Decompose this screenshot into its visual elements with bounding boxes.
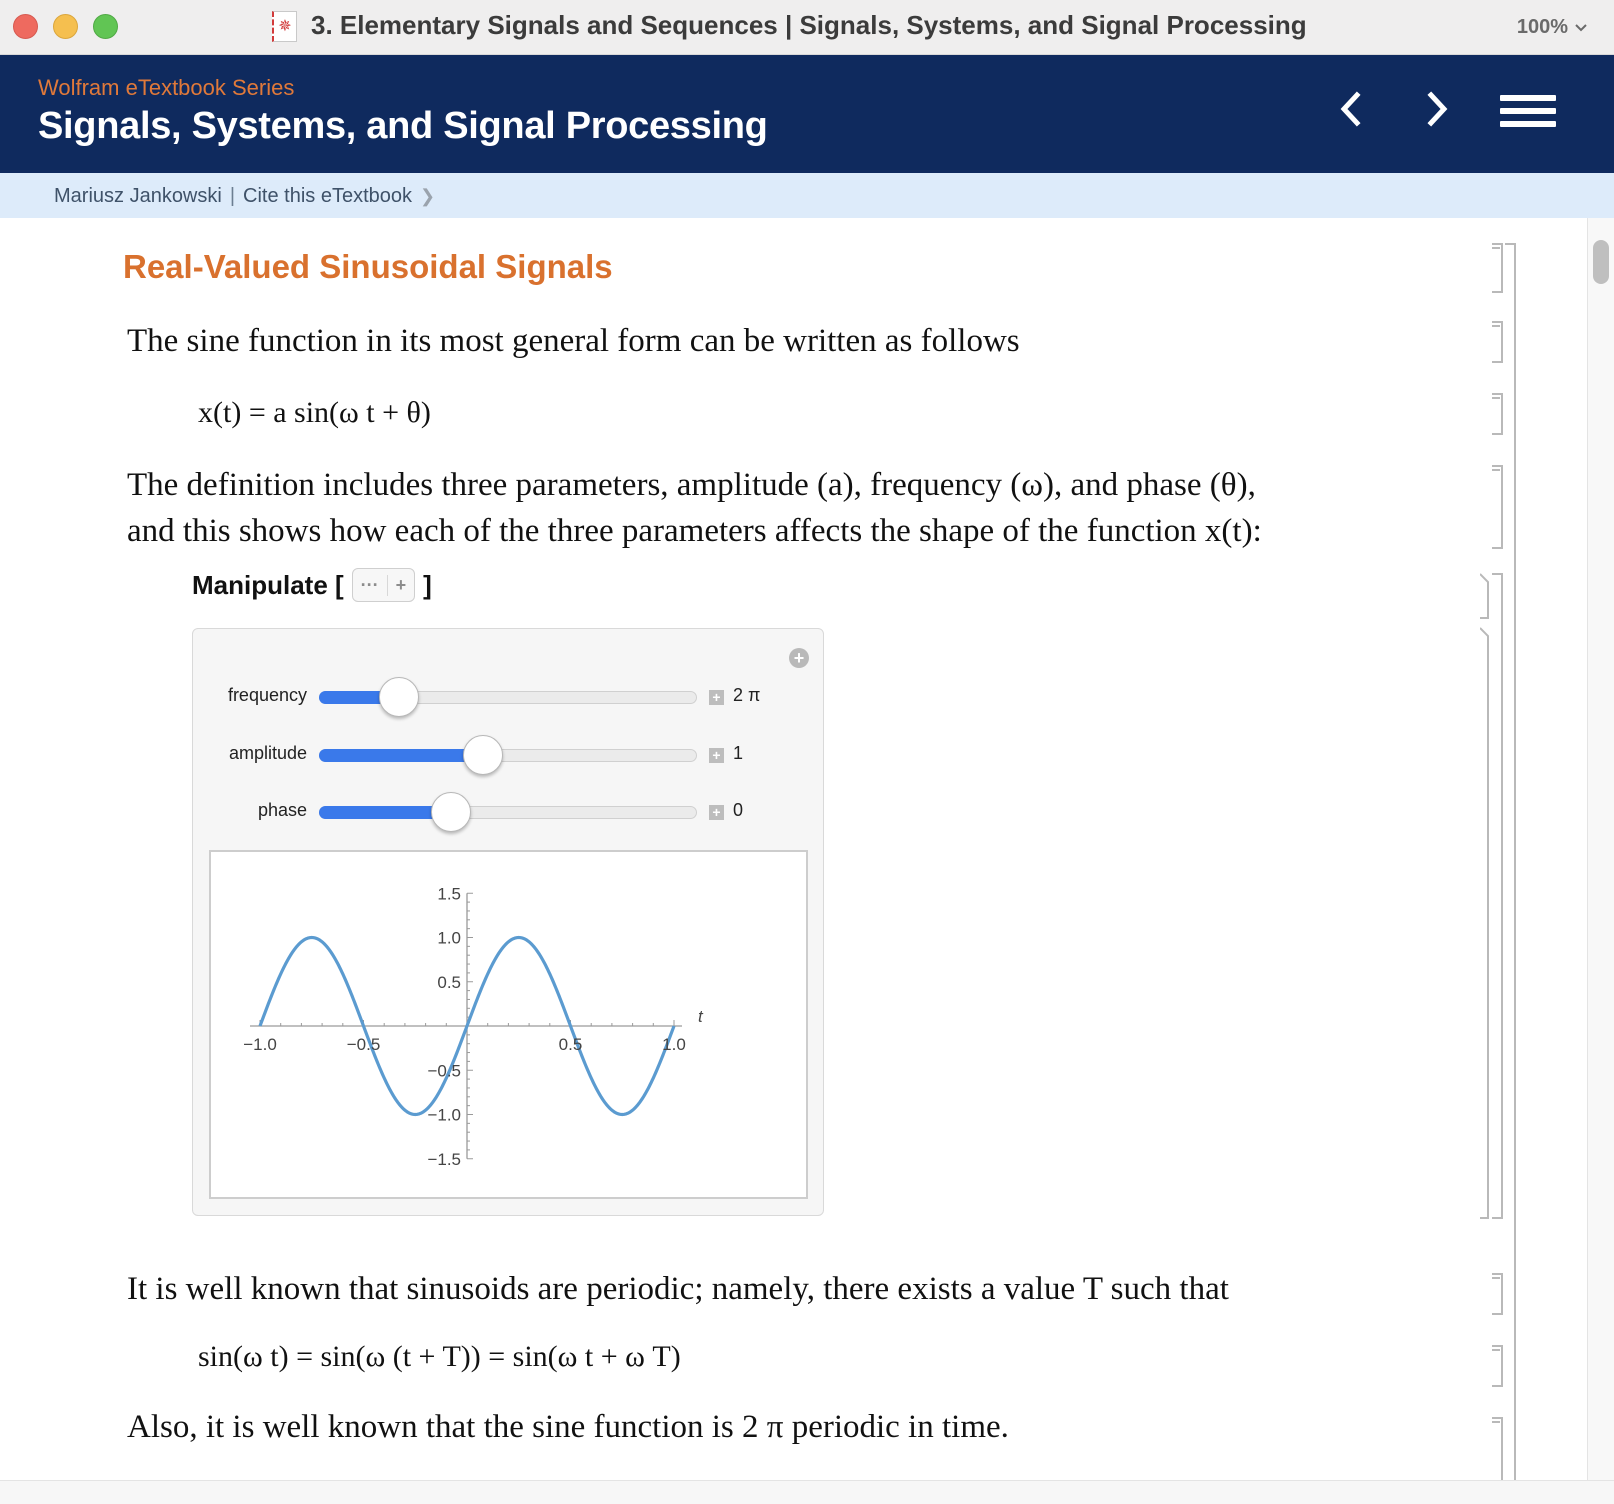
svg-text:0.5: 0.5 bbox=[558, 1035, 583, 1054]
chevron-left-icon bbox=[1330, 87, 1374, 131]
section-title: Real-Valued Sinusoidal Signals bbox=[123, 248, 613, 285]
phase-slider-knob[interactable] bbox=[431, 792, 471, 832]
hamburger-menu-icon[interactable] bbox=[1500, 95, 1556, 131]
sine-plot bbox=[211, 852, 806, 1197]
slider-row-amplitude bbox=[193, 735, 825, 775]
author-bar bbox=[0, 173, 1614, 218]
svg-text:−0.5: −0.5 bbox=[346, 1035, 381, 1054]
author-name[interactable]: Mariusz Jankowski bbox=[54, 185, 222, 207]
chevron-right-icon: ❯ bbox=[420, 186, 436, 206]
series-name[interactable]: Wolfram eTextbook Series bbox=[38, 75, 295, 100]
svg-text:1.0: 1.0 bbox=[662, 1035, 686, 1054]
slider-label: phase bbox=[257, 800, 307, 820]
wolfram-document-icon: ✵ bbox=[272, 11, 297, 42]
separator: | bbox=[229, 185, 236, 207]
slider-value: 0 bbox=[733, 800, 744, 820]
zoom-level-dropdown[interactable] bbox=[1517, 16, 1588, 39]
manipulate-panel bbox=[192, 628, 824, 1216]
svg-text:t: t bbox=[698, 1007, 703, 1026]
book-header bbox=[0, 55, 1614, 173]
svg-text:1.5: 1.5 bbox=[437, 884, 461, 904]
svg-text:−1.0: −1.0 bbox=[427, 1105, 461, 1125]
formula-periodicity: sin(ω t) = sin(ω (t + T)) = sin(ω t + ω T) bbox=[198, 1340, 681, 1373]
notebook-content bbox=[0, 218, 1587, 1480]
slider-fill bbox=[319, 749, 483, 762]
svg-text:1.0: 1.0 bbox=[437, 928, 461, 948]
svg-text:0.5: 0.5 bbox=[437, 972, 461, 992]
paragraph-line: and this shows how each of the three parameters affects the shape of the function x(t): bbox=[127, 513, 1262, 549]
frequency-slider-knob[interactable] bbox=[379, 677, 419, 717]
ellipsis-icon[interactable]: ··· bbox=[353, 575, 388, 596]
zoom-window-button[interactable] bbox=[93, 14, 118, 39]
cite-link[interactable]: Cite this eTextbook bbox=[243, 185, 413, 207]
manipulate-elided-code[interactable] bbox=[352, 568, 416, 602]
paragraph-2pi-periodic: Also, it is well known that the sine function is 2 π periodic in time. bbox=[127, 1409, 1009, 1445]
manipulate-close-bracket: ] bbox=[423, 569, 432, 600]
vertical-scrollbar[interactable] bbox=[1587, 218, 1614, 1480]
slider-label: frequency bbox=[227, 685, 307, 705]
paragraph-line: The definition includes three parameters, amplitude (a), frequency (ω), and phase (θ), bbox=[127, 467, 1256, 503]
slider-value: 1 bbox=[733, 743, 744, 763]
expand-control-plus-icon[interactable]: + bbox=[709, 748, 724, 763]
paragraph-parameters bbox=[127, 462, 1262, 554]
cell-brackets[interactable] bbox=[1480, 218, 1540, 1480]
book-title[interactable]: Signals, Systems, and Signal Processing bbox=[38, 105, 768, 147]
slider-value: 2 π bbox=[733, 685, 761, 705]
svg-text:−1.5: −1.5 bbox=[427, 1149, 461, 1169]
panel-options-plus-icon[interactable]: + bbox=[789, 648, 809, 668]
chevron-right-icon bbox=[1415, 87, 1459, 131]
window-titlebar bbox=[0, 0, 1614, 55]
formula-sine-general: x(t) = a sin(ω t + θ) bbox=[198, 396, 431, 429]
manipulate-input-cell[interactable] bbox=[192, 568, 432, 602]
close-window-button[interactable] bbox=[13, 14, 38, 39]
paragraph-intro: The sine function in its most general form can be written as follows bbox=[127, 323, 1020, 359]
slider-label: amplitude bbox=[228, 743, 307, 763]
expand-plus-icon[interactable]: + bbox=[395, 574, 407, 595]
previous-page-button[interactable] bbox=[1330, 87, 1374, 131]
slider-row-frequency bbox=[193, 677, 825, 717]
expand-control-plus-icon[interactable]: + bbox=[709, 805, 724, 820]
zoom-level-value: 100% bbox=[1516, 16, 1568, 38]
chevron-down-icon bbox=[1574, 20, 1588, 36]
horizontal-scrollbar[interactable] bbox=[0, 1480, 1614, 1504]
scrollbar-thumb[interactable] bbox=[1593, 240, 1609, 284]
window-title: 3. Elementary Signals and Sequences | Signals, Systems, and Signal Processing bbox=[311, 10, 1307, 40]
paragraph-periodicity: It is well known that sinusoids are periodic; namely, there exists a value T such that bbox=[127, 1271, 1229, 1307]
amplitude-slider-knob[interactable] bbox=[463, 735, 503, 775]
plot-output bbox=[209, 850, 808, 1199]
manipulate-keyword: Manipulate [ bbox=[192, 569, 344, 600]
expand-control-plus-icon[interactable]: + bbox=[709, 690, 724, 705]
svg-text:−0.5: −0.5 bbox=[427, 1061, 461, 1081]
minimize-window-button[interactable] bbox=[53, 14, 78, 39]
next-page-button[interactable] bbox=[1415, 87, 1459, 131]
svg-text:−1.0: −1.0 bbox=[243, 1035, 277, 1054]
slider-row-phase bbox=[193, 792, 825, 832]
